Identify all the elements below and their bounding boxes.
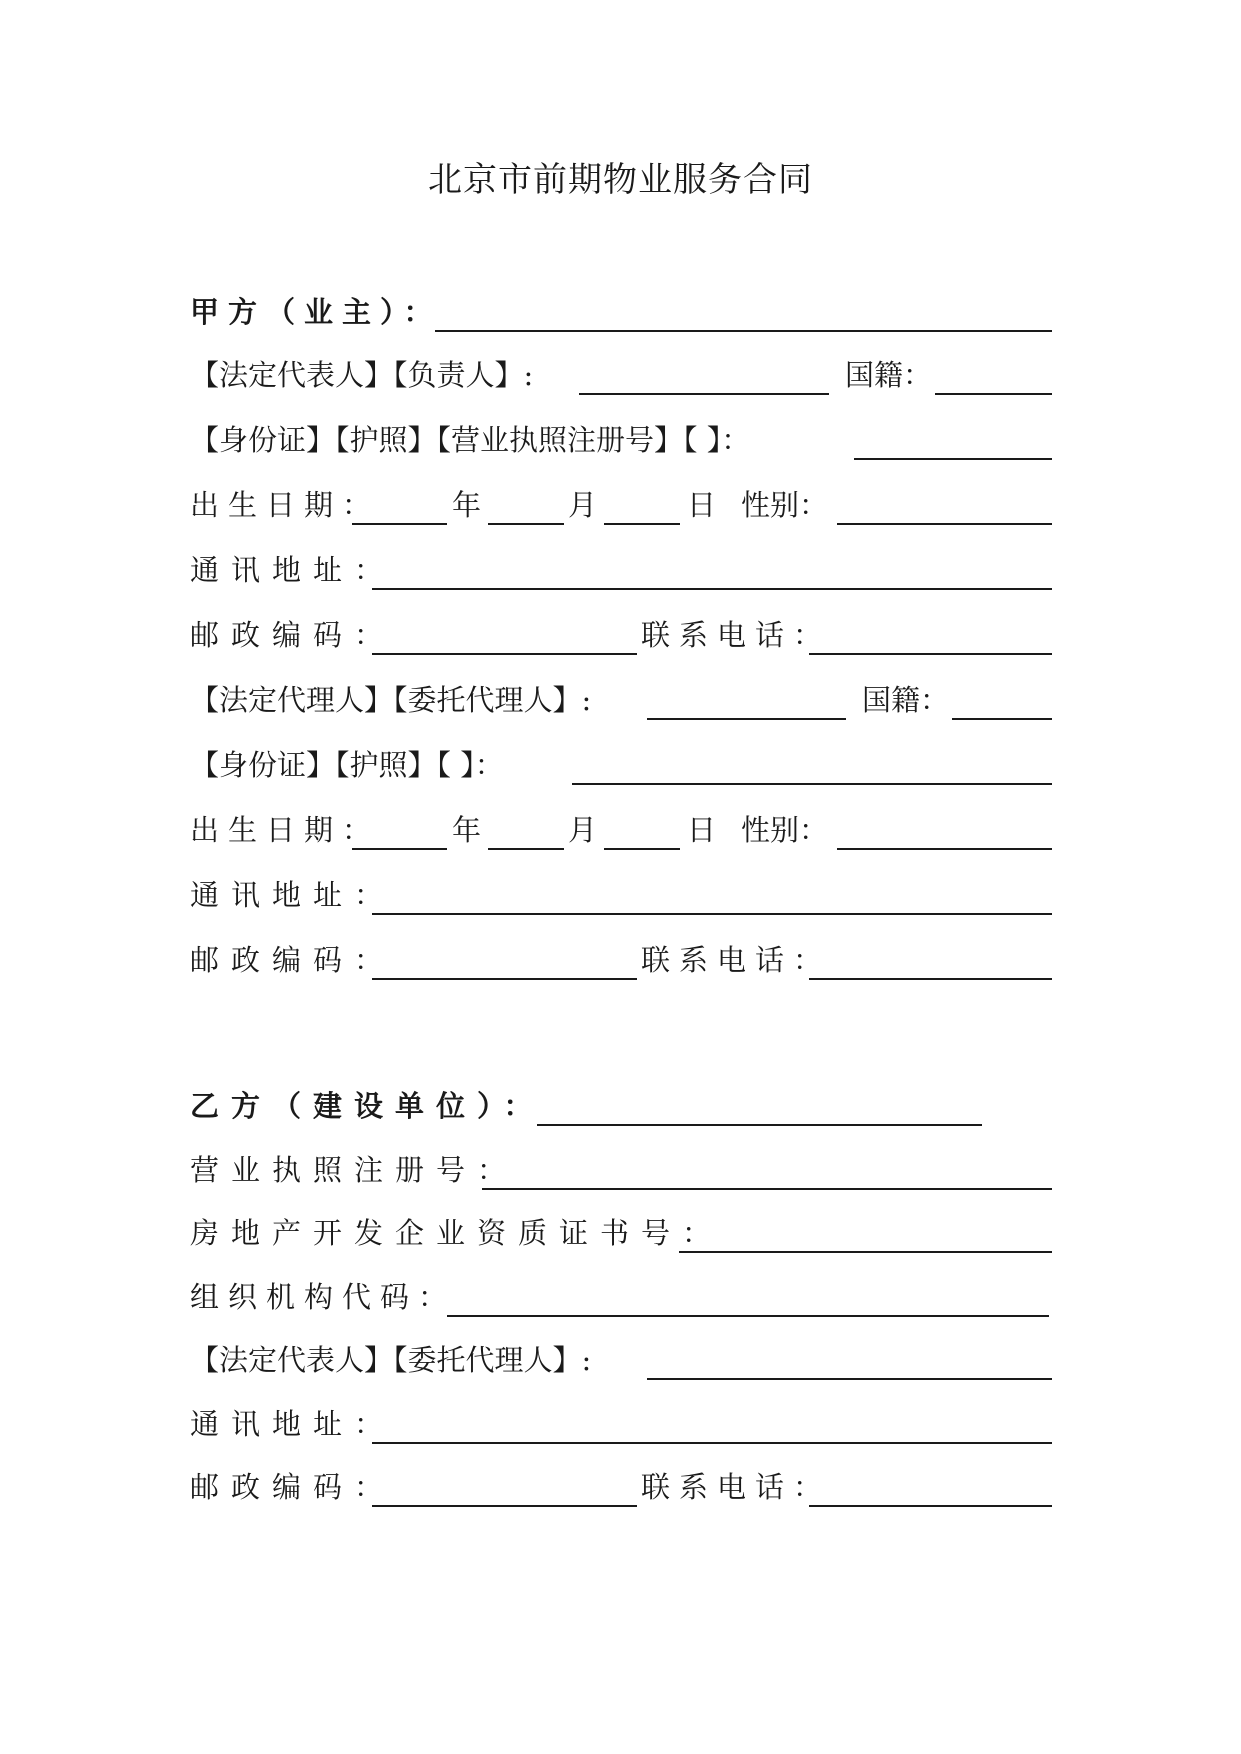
party-a-id-field[interactable]	[854, 458, 1052, 460]
party-a-rep-label: 【法定代表人】【负责人】:	[190, 358, 534, 392]
party-a-agent-phone-field[interactable]	[809, 978, 1052, 980]
party-b-org-code-field[interactable]	[447, 1315, 1049, 1317]
party-a-agent-birth-month-field[interactable]	[488, 848, 564, 850]
party-a-year-label: 年	[452, 488, 482, 522]
party-b-address-label: 通讯地址：	[190, 1407, 396, 1441]
party-a-phone-label: 联系电话：	[641, 618, 832, 652]
party-a-nationality-field[interactable]	[935, 393, 1052, 395]
party-a-agent-birth-day-field[interactable]	[604, 848, 680, 850]
party-a-birth-month-field[interactable]	[488, 523, 564, 525]
party-a-agent-id-field[interactable]	[572, 783, 1052, 785]
party-b-phone-label: 联系电话：	[641, 1470, 832, 1504]
party-b-license-field[interactable]	[482, 1188, 1052, 1190]
party-a-agent-address-label: 通讯地址：	[190, 878, 396, 912]
party-b-rep-label: 【法定代表人】【委托代理人】:	[190, 1343, 592, 1377]
party-a-birth-day-field[interactable]	[604, 523, 680, 525]
party-a-agent-month-label: 月	[568, 813, 598, 847]
party-b-phone-field[interactable]	[809, 1505, 1052, 1507]
party-a-gender-field[interactable]	[837, 523, 1052, 525]
party-b-license-label: 营业执照注册号：	[190, 1153, 519, 1187]
party-b-postcode-field[interactable]	[372, 1505, 637, 1507]
party-a-heading: 甲方（业主）：	[190, 295, 442, 329]
party-a-phone-field[interactable]	[809, 653, 1052, 655]
party-b-address-field[interactable]	[372, 1442, 1052, 1444]
party-a-gender-label: 性别：	[741, 488, 829, 522]
party-a-agent-day-label: 日	[687, 813, 717, 847]
party-a-address-label: 通讯地址：	[190, 553, 396, 587]
party-a-birth-label: 出生日期：	[190, 488, 381, 522]
party-a-month-label: 月	[568, 488, 598, 522]
party-a-agent-phone-label: 联系电话：	[641, 943, 832, 977]
party-a-agent-nationality-field[interactable]	[952, 718, 1052, 720]
party-a-agent-gender-label: 性别：	[741, 813, 829, 847]
party-a-agent-id-label: 【身份证】【护照】【 】：	[190, 748, 504, 782]
party-a-birth-year-field[interactable]	[352, 523, 447, 525]
party-a-postcode-label: 邮政编码：	[190, 618, 396, 652]
party-a-agent-birth-year-field[interactable]	[352, 848, 447, 850]
party-a-agent-postcode-label: 邮政编码：	[190, 943, 396, 977]
party-a-id-label: 【身份证】【护照】【营业执照注册号】【 】：	[190, 423, 751, 457]
party-b-org-code-label: 组织机构代码：	[190, 1280, 457, 1314]
party-a-agent-nationality-label: 国籍：	[862, 683, 950, 717]
party-a-day-label: 日	[687, 488, 717, 522]
party-a-agent-gender-field[interactable]	[837, 848, 1052, 850]
party-b-heading: 乙方（建设单位）：	[190, 1089, 545, 1123]
party-a-rep-field[interactable]	[579, 393, 829, 395]
party-a-agent-birth-label: 出生日期：	[190, 813, 381, 847]
party-b-qualification-label: 房地产开发企业资质证书号：	[190, 1216, 724, 1250]
party-b-qualification-field[interactable]	[679, 1251, 1052, 1253]
party-a-postcode-field[interactable]	[372, 653, 637, 655]
party-a-address-field[interactable]	[372, 588, 1052, 590]
party-a-agent-postcode-field[interactable]	[372, 978, 637, 980]
party-b-name-field[interactable]	[537, 1124, 982, 1126]
party-a-agent-year-label: 年	[452, 813, 482, 847]
party-a-name-field[interactable]	[435, 330, 1052, 332]
party-b-rep-field[interactable]	[647, 1378, 1052, 1380]
party-a-agent-field[interactable]	[647, 718, 846, 720]
party-a-agent-address-field[interactable]	[372, 913, 1052, 915]
page-title: 北京市前期物业服务合同	[428, 160, 813, 200]
party-b-postcode-label: 邮政编码：	[190, 1470, 396, 1504]
party-a-nationality-label: 国籍：	[845, 358, 933, 392]
party-a-agent-label: 【法定代理人】【委托代理人】:	[190, 683, 592, 717]
